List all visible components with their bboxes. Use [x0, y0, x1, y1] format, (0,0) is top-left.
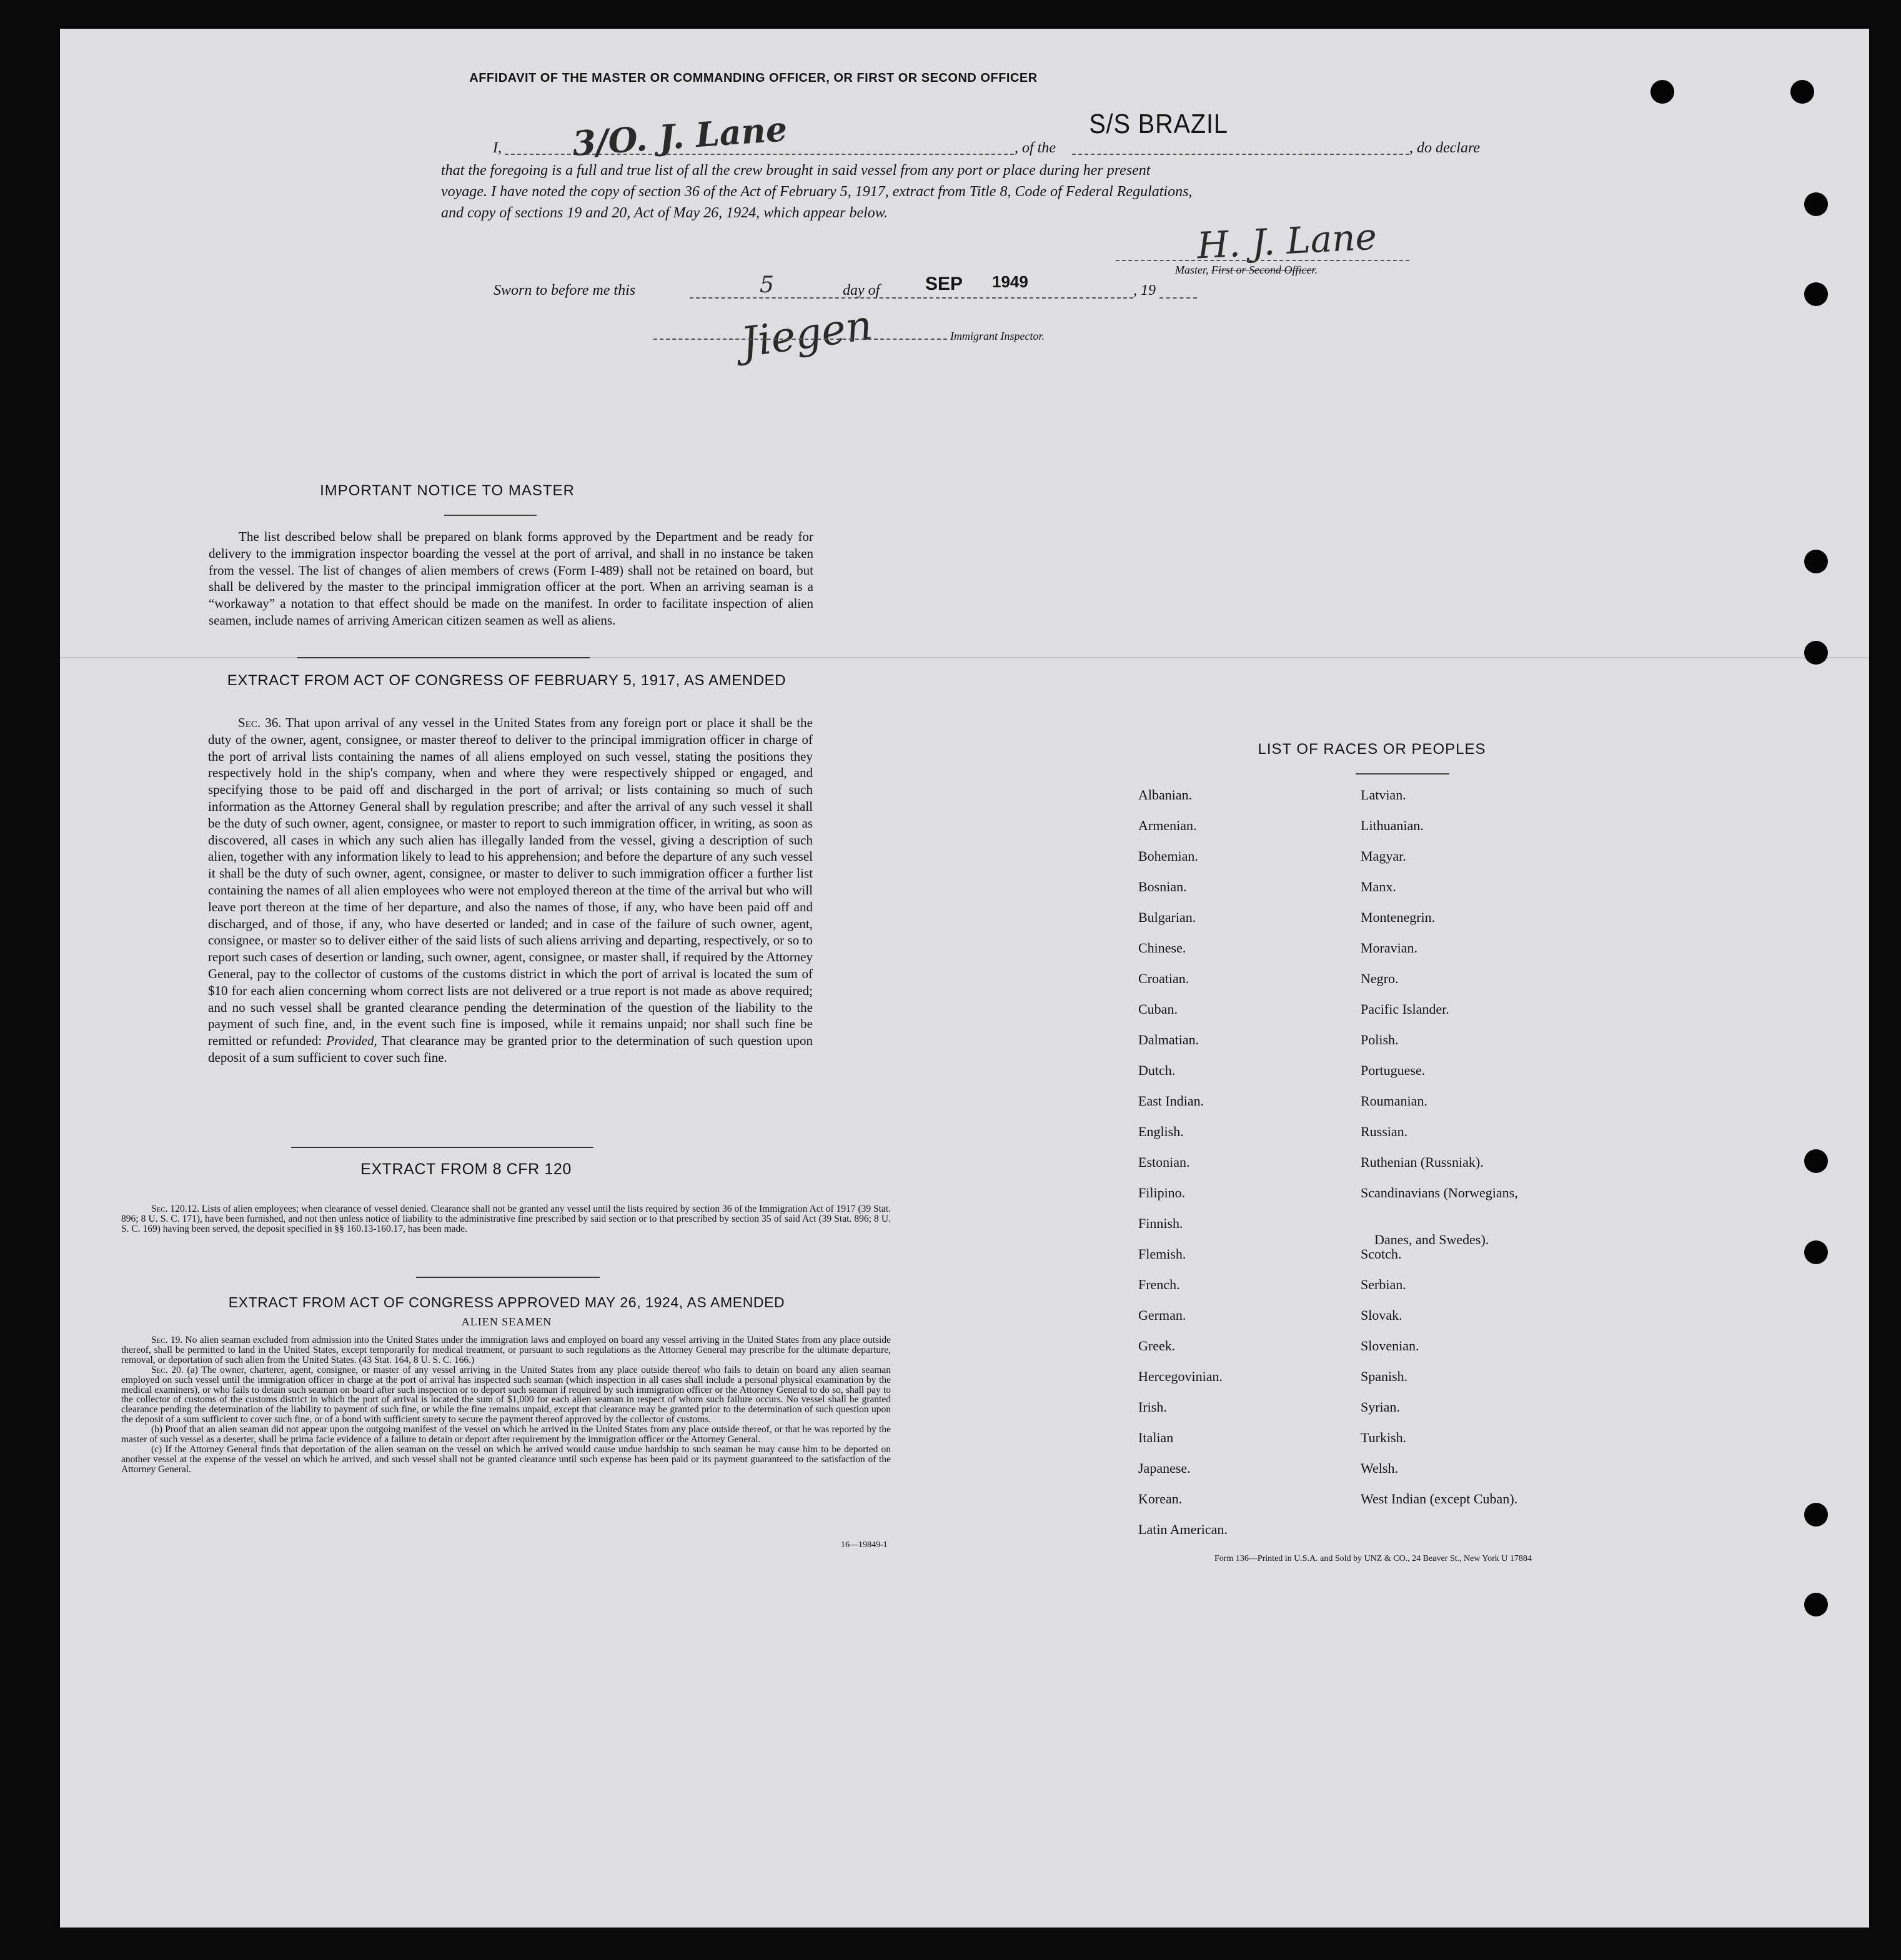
race-item: Negro.: [1361, 971, 1399, 986]
punch-hole: [1804, 1240, 1828, 1264]
race-item: Slovenian.: [1361, 1338, 1419, 1354]
affidavit-text-line-2: voyage. I have noted the copy of section 36 of the Act of February 5, 1917, extract from Title 8, Code of Federal Regulations,: [441, 184, 1193, 200]
sec20a-paragraph: [121, 1365, 891, 1425]
year-prefix-label: , 19: [1133, 282, 1156, 299]
race-item: Magyar.: [1361, 848, 1406, 864]
master-caption: [1175, 264, 1318, 277]
race-item: Bohemian.: [1138, 848, 1198, 864]
race-item: Lithuanian.: [1361, 818, 1424, 833]
master-signature-line: [1116, 260, 1409, 261]
extract-1917-text-end: That clearance may be granted prior to the determination of such question upon deposit of a sum sufficient to cover such fine.: [208, 1033, 813, 1065]
race-item: East Indian.: [1138, 1093, 1204, 1109]
sec19-text: No alien seaman excluded from admission into the United States under the immigration laws and employed on board any vessel arriving in the United States from any place outside thereof, shall be permitted to land in the United States, except temporarily for medical treatment, or pursuant to such regulations as the Attorney General may prescribe for the ultimate departure, removal, or deportation of such alien from the United States. (43 Stat. 164, 8 U. S. C. 166.): [121, 1335, 891, 1365]
punch-hole: [1804, 192, 1828, 216]
race-item: Italian: [1138, 1430, 1174, 1445]
sec20b-paragraph: (b) Proof that an alien seaman did not appear upon the outgoing manifest of the vessel on which he arrived in the United States from any place outside thereof, or that he was reported by the master of such vessel as a deserter, shall be prima facie evidence of a failure to detain or deport after requirement by the immigration officer or the Attorney General.: [121, 1424, 891, 1445]
punch-hole: [1804, 550, 1828, 573]
extract-1924-body: [121, 1335, 891, 1475]
races-rule: [1356, 773, 1449, 775]
affidavit-text-line-3: and copy of sections 19 and 20, Act of May 26, 1924, which appear below.: [441, 205, 888, 221]
race-item: Finnish.: [1138, 1215, 1183, 1231]
race-item: Japanese.: [1138, 1460, 1191, 1476]
of-the-label: , of the: [1015, 140, 1056, 156]
sworn-label: Sworn to before me this: [494, 282, 636, 299]
race-item: French.: [1138, 1277, 1180, 1292]
race-item: Irish.: [1138, 1399, 1167, 1415]
extract-1917-provided: Provided,: [326, 1033, 377, 1049]
race-item: Scotch.: [1361, 1246, 1402, 1262]
extract-cfr-section-label: Sec. 120.12.: [151, 1204, 199, 1214]
affidavit-heading: AFFIDAVIT OF THE MASTER OR COMMANDING OFFICER, OR FIRST OR SECOND OFFICER: [469, 71, 1038, 85]
race-item: Moravian.: [1361, 940, 1418, 956]
race-item: Korean.: [1138, 1491, 1183, 1507]
race-item: Latvian.: [1361, 787, 1406, 803]
race-item: Polish.: [1361, 1032, 1399, 1047]
punch-hole: [1804, 641, 1828, 665]
race-item: Cuban.: [1138, 1001, 1178, 1017]
race-item: Ruthenian (Russniak).: [1361, 1154, 1484, 1170]
race-item: Estonian.: [1138, 1154, 1190, 1170]
extract-1917-title: EXTRACT FROM ACT OF CONGRESS OF FEBRUARY 5, 1917, AS AMENDED: [227, 672, 787, 689]
sec20a-text: (a) The owner, charterer, agent, consignee, or master of any vessel arriving in the United States from any place outside thereof who fails to detain on board any alien seaman employed on such vessel until the immigration officer in charge at the port of arrival has inspected such seaman (which inspection in all cases shall include a personal physical examination by the medical examiners), or who fails to detain such seaman on board after such inspection or to deport such seaman if required by such immigration officer or the Attorney General to do so, shall pay to the collector of customs of the customs district in which the port of arrival is located the sum of $1,000 for each alien seaman in respect of whom such failure occurs. No vessel shall be granted clearance pending the determination of the liability to payment of such fine, or while the fine remains unpaid, except that clearance may be granted prior to the determination of such question upon the deposit of a sum sufficient to cover such fine, or of a bond with sufficient surety to secure the payment thereof approved by the collector of customs.: [121, 1364, 891, 1425]
form-sheet: [60, 29, 1869, 1928]
race-item: Bosnian.: [1138, 879, 1187, 894]
race-item: Pacific Islander.: [1361, 1001, 1449, 1017]
notice-rule: [444, 515, 537, 516]
officer-name-handwritten: 3/O. J. Lane: [571, 109, 789, 164]
inspector-signature-line: [653, 339, 947, 340]
extract-1924-subtitle: ALIEN SEAMEN: [461, 1315, 552, 1328]
race-item: Welsh.: [1361, 1460, 1398, 1476]
race-item: Serbian.: [1361, 1277, 1406, 1292]
extract-1924-top-rule: [416, 1277, 600, 1278]
extract-1917-section-label: Sec. 36.: [238, 715, 282, 730]
race-item: Albanian.: [1138, 787, 1193, 803]
extract-cfr-top-rule: [291, 1147, 593, 1148]
race-item: Roumanian.: [1361, 1093, 1427, 1109]
inspector-caption: Immigrant Inspector.: [950, 330, 1045, 342]
race-item: Croatian.: [1138, 971, 1189, 986]
punch-hole: [1790, 80, 1814, 104]
affidavit-i-label: I,: [493, 140, 502, 156]
race-item: Chinese.: [1138, 940, 1186, 956]
race-item: Dutch.: [1138, 1062, 1176, 1078]
punch-hole: [1804, 1149, 1828, 1173]
race-item: Spanish.: [1361, 1369, 1408, 1384]
race-item: Manx.: [1361, 879, 1396, 894]
race-item: Syrian.: [1361, 1399, 1400, 1415]
race-item: Flemish.: [1138, 1246, 1186, 1262]
sworn-month-stamp: SEP: [925, 274, 963, 294]
inspector-signature: Jiegen: [738, 300, 875, 367]
extract-1917-body: [208, 715, 813, 1066]
sec20c-paragraph: (c) If the Attorney General finds that deportation of the alien seaman on the vessel on which he arrived would cause undue hardship to such seaman he may cause him to be deported on another vessel at the expense of the vessel on which he arrived, and such vessel shall not be granted clearance until such expense has been paid or its payment guaranteed to the satisfaction of the Attorney General.: [121, 1443, 891, 1475]
race-item: Turkish.: [1361, 1430, 1407, 1445]
race-item: Bulgarian.: [1138, 909, 1196, 925]
sec19-paragraph: [121, 1335, 891, 1365]
print-code: 16—19849-1: [841, 1540, 888, 1550]
sec19-label: Sec. 19.: [151, 1335, 183, 1345]
sworn-day-handwritten: 5: [760, 272, 774, 298]
extract-1917-text: That upon arrival of any vessel in the United States from any foreign port or place it shall be the duty of the owner, agent, consignee, or master thereof to deliver to the principal immigration officer in charge of the port of arrival lists containing the names of all aliens employed on such vessel, stating the positions they respectively hold in the ship's company, when and where they were respectively shipped or engaged, and specifying those to be paid off and discharged in the port of arrival; or lists containing so much of such information as the Attorney General shall by regulation prescribe; and after the arrival of any such vessel it shall be the duty of such owner, agent, consignee, or master to report to such immigration officer, in writing, as soon as discovered, all cases in which any such alien has illegally landed from the vessel, giving a description of such alien, together with any information likely to lead to his apprehension; and before the departure of any such vessel it shall be the duty of such owner, agent, consignee, or master to deliver to such immigration officer a further list containing the names of all alien employees who were not employed thereon at the time of the arrival but who will leave port thereon at the time of her departure, and also the names of those, if any, who have been paid off and discharged, and of those, if any, who have deserted or landed; and in case of the failure of such owner, agent, consignee, or master so to deliver either of the said lists of such aliens arriving and departing, respectively, or so to report such cases of desertion or landing, such owner, agent, consignee, or master shall, if required by the Attorney General, pay to the collector of customs of the customs district in which the port of arrival is located the sum of $10 for each alien concerning whom correct lists are not delivered or a true report is not made as above required; and no such vessel shall be granted clearance pending the determination of the question of the liability to the payment of such fine, and, in the event such fine is imposed, while it remains unpaid; nor shall such fine be remitted or refunded:: [208, 715, 813, 1049]
sworn-year-line: [1159, 297, 1197, 299]
sworn-year-stamp: 1949: [992, 272, 1028, 291]
race-item: Scandinavians (Norwegians,: [1361, 1185, 1518, 1200]
race-item: Hercegovinian.: [1138, 1369, 1223, 1384]
master-caption-end: .: [1314, 264, 1318, 276]
extract-1924-title: EXTRACT FROM ACT OF CONGRESS APPROVED MAY 26, 1924, AS AMENDED: [228, 1294, 785, 1310]
punch-hole: [1804, 1503, 1828, 1527]
race-item: Danes, and Swedes).: [1374, 1232, 1489, 1247]
race-item: Filipino.: [1138, 1185, 1186, 1200]
punch-hole: [1804, 282, 1828, 306]
sec20-label: Sec. 20.: [151, 1364, 184, 1375]
day-of-label: day of: [843, 282, 880, 299]
master-caption-struck: First or Second Officer: [1211, 264, 1315, 276]
master-signature: H. J. Lane: [1196, 215, 1378, 267]
affidavit-text-line-1: that the foregoing is a full and true list of all the crew brought in said vessel from any port or place during her present: [441, 162, 1151, 179]
extract-1917-top-rule: [297, 657, 590, 658]
punch-hole: [1650, 80, 1674, 104]
do-declare-label: , do declare: [1409, 140, 1481, 156]
extract-cfr-title: EXTRACT FROM 8 CFR 120: [360, 1161, 572, 1178]
race-item: German.: [1138, 1307, 1186, 1323]
vessel-line: [1072, 154, 1409, 155]
race-item: English.: [1138, 1124, 1184, 1139]
race-item: Armenian.: [1138, 818, 1197, 833]
race-item: Greek.: [1138, 1338, 1176, 1354]
sworn-month-line: [892, 297, 1133, 299]
form-footer: Form 136—Printed in U.S.A. and Sold by UNZ & CO., 24 Beaver St., New York U 17884: [1214, 1554, 1532, 1563]
punch-hole: [1804, 1593, 1828, 1616]
extract-cfr-text: Lists of alien employees; when clearance of vessel denied. Clearance shall not be granted any vessel until the lists required by section 36 of the Immigration Act of 1917 (39 Stat. 896; 8 U. S. C. 171), have been furnished, and not then unless notice of liability to the administrative fine prescribed by said section or to that prescribed by section 35 of said Act (39 Stat. 896; 8 U. S. C. 169) having been served, the deposit specified in §§ 160.13-160.17, has been made.: [121, 1204, 891, 1234]
races-title: LIST OF RACES OR PEOPLES: [1258, 741, 1486, 758]
race-item: Montenegrin.: [1361, 909, 1436, 925]
race-item: Portuguese.: [1361, 1062, 1426, 1078]
race-item: Dalmatian.: [1138, 1032, 1199, 1047]
extract-cfr-body: [121, 1204, 891, 1234]
race-item: West Indian (except Cuban).: [1361, 1491, 1518, 1507]
master-caption-label: Master,: [1175, 264, 1209, 276]
notice-title: IMPORTANT NOTICE TO MASTER: [320, 482, 575, 499]
race-item: Latin American.: [1138, 1522, 1228, 1537]
race-item: Slovak.: [1361, 1307, 1402, 1323]
race-item: Russian.: [1361, 1124, 1408, 1139]
vessel-name-stamp: S/S BRAZIL: [1089, 109, 1228, 139]
notice-body: The list described below shall be prepared on blank forms approved by the Department and be ready for delivery to the immigration inspector boarding the vessel at the port of arrival, and shall in no instance be taken from the vessel. The list of changes of alien members of crews (Form I-489) shall not be retained on board, but shall be delivered by the master to the principal immigration officer at the port. When an arriving seaman is a “workaway” a notation to that effect should be made on the manifest. In order to facilitate inspection of alien seamen, include names of arriving American citizen seamen as well as aliens.: [209, 529, 813, 628]
